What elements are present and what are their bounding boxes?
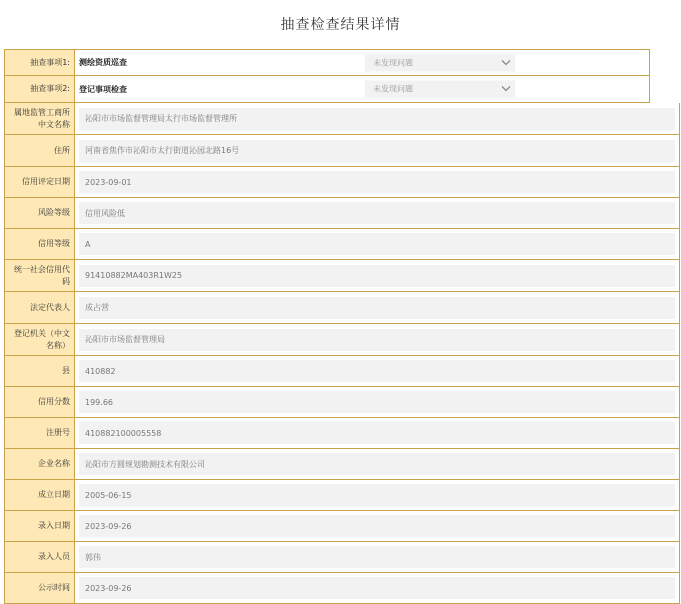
field-label: 信用等级 xyxy=(5,229,75,259)
field-value: 2023-09-01 xyxy=(79,171,675,193)
field-row-entry-date xyxy=(4,511,680,542)
inspection-item-cell xyxy=(75,76,649,102)
field-label: 企业名称 xyxy=(5,449,75,479)
inspection-item-row xyxy=(4,49,650,76)
inspection-item-cell xyxy=(75,50,649,75)
field-value: 信用风险低 xyxy=(79,202,675,224)
field-row-credit-date xyxy=(4,167,680,198)
inspection-item-label: 抽查事项2: xyxy=(5,76,75,102)
field-label: 法定代表人 xyxy=(5,292,75,323)
field-row-station xyxy=(4,103,680,135)
field-label: 注册号 xyxy=(5,418,75,448)
field-value: 郭伟 xyxy=(79,546,675,568)
field-label: 录入人员 xyxy=(5,542,75,572)
field-row-company-name xyxy=(4,449,680,480)
field-value: 2023-09-26 xyxy=(79,515,675,537)
field-label: 信用分数 xyxy=(5,387,75,417)
page-title: 抽查检查结果详情 xyxy=(280,17,401,33)
field-row-established-date xyxy=(4,480,680,511)
field-value: 91410882MA403R1W25 xyxy=(79,265,675,287)
field-row-risk-level xyxy=(4,198,680,229)
field-value: A xyxy=(79,233,675,255)
field-row-credit-level xyxy=(4,229,680,260)
field-value: 2005-06-15 xyxy=(79,484,675,506)
field-label: 属地监管工商所中文名称 xyxy=(5,103,75,134)
inspection-item-name: 登记事项检查 xyxy=(79,84,127,94)
chevron-down-icon xyxy=(501,58,511,66)
field-value: 沁阳市方圆规划勘测技术有限公司 xyxy=(79,453,675,475)
field-row-credit-code xyxy=(4,260,680,292)
field-row-county xyxy=(4,356,680,387)
field-label: 成立日期 xyxy=(5,480,75,510)
field-label: 县 xyxy=(5,356,75,386)
field-label: 统一社会信用代码 xyxy=(5,260,75,291)
field-value: 199.66 xyxy=(79,391,675,413)
field-value: 沁阳市市场监督管理局太行市场监督管理所 xyxy=(79,108,675,130)
field-row-entry-person xyxy=(4,542,680,573)
inspection-item-row xyxy=(4,76,650,103)
field-row-legal-rep xyxy=(4,292,680,324)
field-label: 录入日期 xyxy=(5,511,75,541)
field-label: 住所 xyxy=(5,135,75,166)
field-value: 河南省焦作市沁阳市太行街道沁园北路16号 xyxy=(79,140,675,162)
field-label: 登记机关（中文名称） xyxy=(5,324,75,355)
field-row-registration-authority xyxy=(4,324,680,356)
field-row-registration-number xyxy=(4,418,680,449)
chevron-down-icon xyxy=(501,85,511,93)
field-row-credit-score xyxy=(4,387,680,418)
field-value: 2023-09-26 xyxy=(79,577,675,599)
field-row-address xyxy=(4,135,680,167)
field-label: 公示时间 xyxy=(5,573,75,603)
field-value: 410882100005558 xyxy=(79,422,675,444)
inspection-item-name: 测绘资质巡查 xyxy=(79,58,127,67)
field-value: 410882 xyxy=(79,360,675,382)
field-row-publish-time xyxy=(4,573,680,604)
result-select-value: 未发现问题 xyxy=(373,84,413,94)
result-select-value: 未发现问题 xyxy=(373,58,413,67)
field-label: 风险等级 xyxy=(5,198,75,228)
result-select[interactable] xyxy=(365,54,515,71)
field-value: 成占营 xyxy=(79,297,675,319)
inspection-item-label: 抽查事项1: xyxy=(5,50,75,75)
field-value: 沁阳市市场监督管理局 xyxy=(79,329,675,351)
detail-table xyxy=(4,49,680,604)
result-select[interactable] xyxy=(365,81,515,98)
field-label: 信用评定日期 xyxy=(5,167,75,197)
